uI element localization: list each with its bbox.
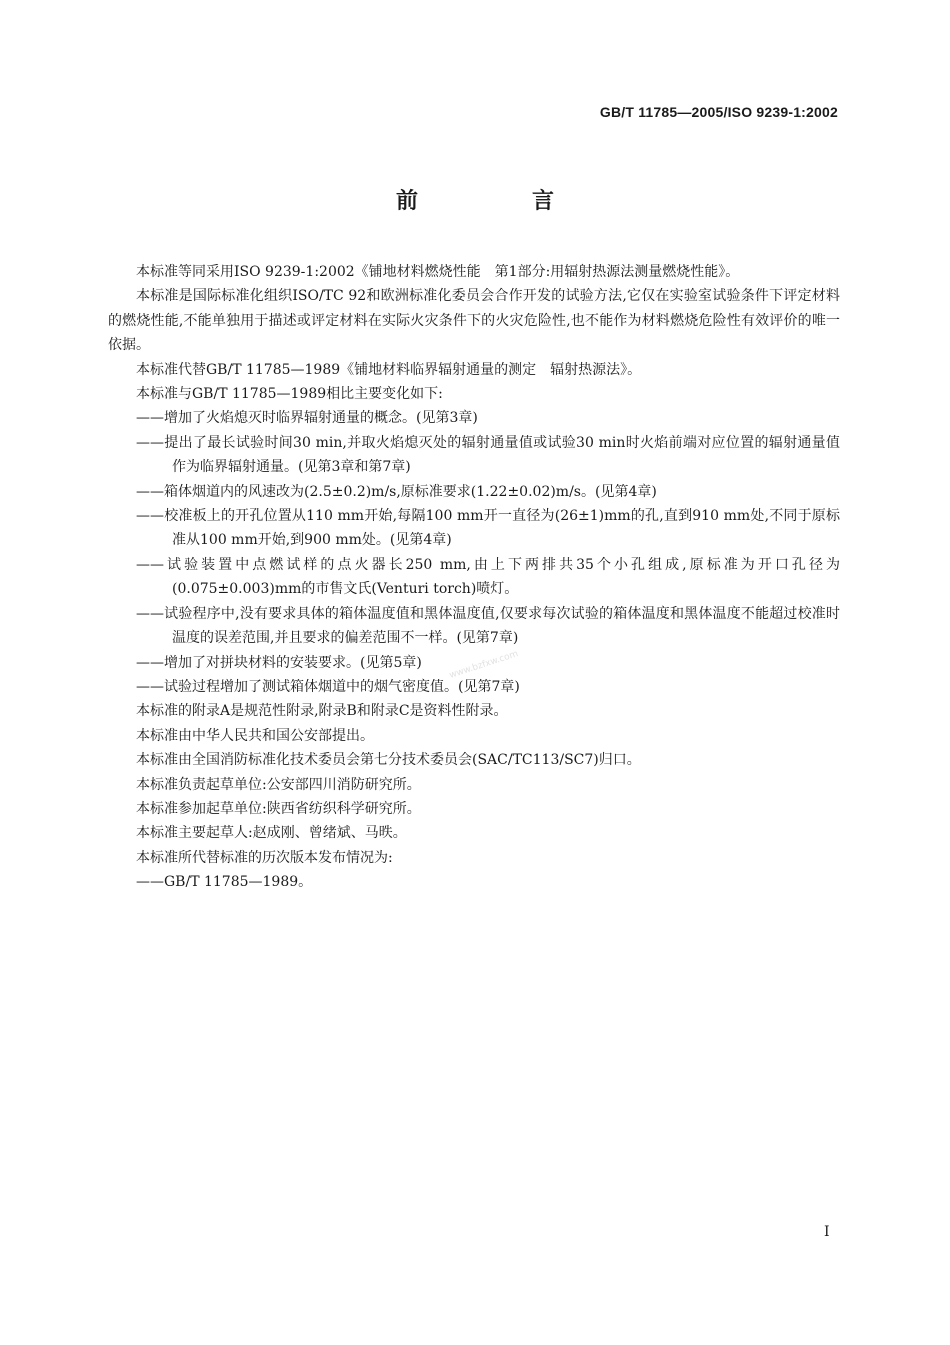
paragraph-scope: 本标准是国际标准化组织ISO/TC 92和欧洲标准化委员会合作开发的试验方法,它仅在实验室试验条件下评定材料的燃烧性能,不能单独用于描述或评定材料在实际火灾条件下的火灾危险性,也不能作为材料燃烧危险性有效评价的唯一依据。 (108, 288, 840, 354)
change-item: ——试验装置中点燃试样的点火器长250 mm,由上下两排共35个小孔组成,原标准为开口孔径为(0.075±0.003)mm的市售文氏(Venturi torch)喷灯。 (136, 556, 840, 598)
page-number: I (824, 1224, 830, 1240)
standard-code-header: GB/T 11785—2005/ISO 9239-1:2002 (599, 104, 838, 120)
foreword-body (108, 260, 840, 895)
change-item: ——校准板上的开孔位置从110 mm开始,每隔100 mm开一直径为(26±1)mm的孔,直到910 mm处,不同于原标准从100 mm开始,到900 mm处。(见第4章) (136, 508, 840, 549)
page-title: 前 言 (395, 189, 600, 214)
paragraph-replaces: 本标准代替GB/T 11785—1989《铺地材料临界辐射通量的测定 辐射热源法》。 (136, 361, 642, 378)
paragraph-drafting-unit: 本标准负责起草单位:公安部四川消防研究所。 (136, 776, 421, 793)
paragraph-history: 本标准所代替标准的历次版本发布情况为: (136, 849, 393, 866)
paragraph-committee: 本标准由全国消防标准化技术委员会第七分技术委员会(SAC/TC113/SC7)归口。 (136, 752, 641, 769)
paragraph-changes-intro: 本标准与GB/T 11785—1989相比主要变化如下: (136, 386, 443, 403)
paragraph-drafters: 本标准主要起草人:赵成刚、曾绪斌、马昳。 (136, 825, 407, 842)
paragraph-proposer: 本标准由中华人民共和国公安部提出。 (136, 727, 374, 744)
change-item: ——试验程序中,没有要求具体的箱体温度值和黑体温度值,仅要求每次试验的箱体温度和黑体温度不能超过校准时温度的误差范围,并且要求的偏差范围不一样。(见第7章) (136, 605, 840, 647)
change-item: ——提出了最长试验时间30 min,并取火焰熄灭处的辐射通量值或试验30 min时火焰前端对应位置的辐射通量值作为临界辐射通量。(见第3章和第7章) (136, 434, 840, 476)
watermark: www.bzfxw.com (448, 649, 520, 681)
change-item: ——增加了对拼块材料的安装要求。(见第5章) (136, 654, 422, 671)
history-item: ——GB/T 11785—1989。 (136, 874, 313, 891)
paragraph-annexes: 本标准的附录A是规范性附录,附录B和附录C是资料性附录。 (136, 703, 508, 720)
paragraph-adoption: 本标准等同采用ISO 9239-1:2002《铺地材料燃烧性能 第1部分:用辐射热源法测量燃烧性能》。 (136, 264, 740, 280)
change-item: ——增加了火焰熄灭时临界辐射通量的概念。(见第3章) (136, 410, 478, 427)
change-item: ——试验过程增加了测试箱体烟道中的烟气密度值。(见第7章) (136, 678, 520, 695)
change-item: ——箱体烟道内的风速改为(2.5±0.2)m/s,原标准要求(1.22±0.02)m/s。(见第4章) (136, 483, 657, 500)
paragraph-participating-unit: 本标准参加起草单位:陕西省纺织科学研究所。 (136, 800, 421, 817)
